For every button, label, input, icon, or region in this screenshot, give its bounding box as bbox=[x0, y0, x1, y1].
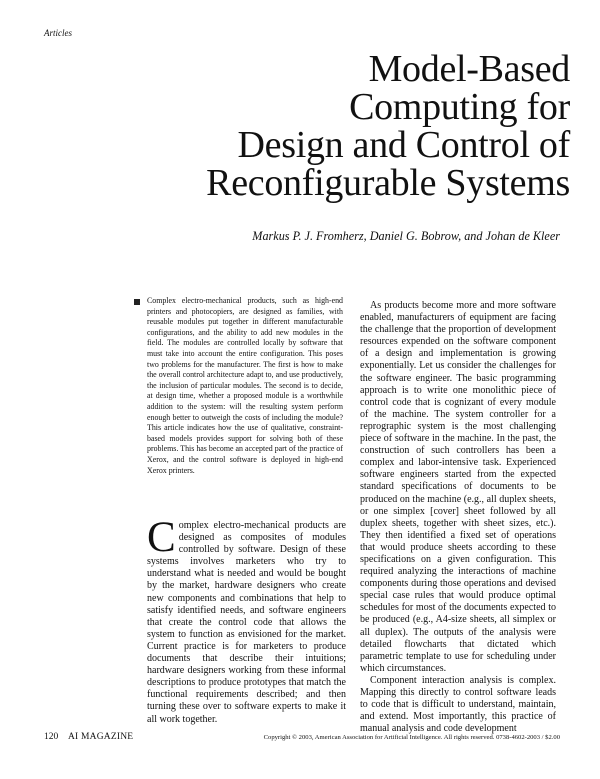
drop-cap: C bbox=[147, 514, 176, 561]
right-column bbox=[360, 300, 556, 735]
abstract-text: Complex electro-mechanical products, such as high-end printers and photocopiers, are designed as families, with reusable modules put together in different manufacturable configurations, and the ability to add new modules in the field. The modules are controlled locally by software that must take into account the entire configuration. This poses two problems for the manufacturer. The first is how to make the overall control architecture adapt to, and use productively, the inclusion of particular modules. The second is to decide, at design time, whether a proposed module is a worthwhile addition to the system: will the resulting system perform enough better to outweigh the costs of including the module? This article indicates how the use of qualitative, constraint-based models provides support for solving both of these problems. This has become an accepted part of the practice of Xerox, and the control software is deployed in high-end Xerox printers. bbox=[147, 296, 343, 475]
body-paragraph: As products become more and more software enabled, manufacturers of equipment are facing the challenge that the proportion of development resources expended on the software component of a design and implementation is growing exponentially. Let us consider the challenges for the software engineer. The basic programming approach is to write one monolithic piece of control code that is cognizant of every module of the machine. The system controller for a reprographic system is the most challenging piece of software in the machine. In the past, the construction of such controllers has been a complex and labor-intensive task. Experienced software engineers started from the expected standard specifications of documents to be produced on the machine (e.g., all duplex sheets, or one simplex [cover] sheet followed by all duplex sheets, together with sheet sizes, etc.). They then identified a fixed set of operations that would produce sheets according to these specifications on a given configuration. This required analyzing the interactions of machine components during those operations and devised special case rules that would produce optimal schedules for most of the documents expected to be produced (e.g., A4-size sheets, all simplex or all duplex). The outputs of the analysis were detailed flowcharts that dictated which parametric template to use for scheduling under which circumstances. bbox=[360, 300, 556, 674]
page-number: 120 bbox=[44, 732, 59, 742]
intro-section bbox=[147, 514, 346, 726]
intro-text: omplex electro-mechanical products are designed as composites of modules controlled by software. Design of these systems involves marketers who try to understand what is needed and would be bought by the market, hardware designers who create new components and combinations that help to satisfy identified needs, and software engineers that create the control code that allows the system to function as envisioned for the market. Current practice is for marketers to produce documents that describe their intuitions; hardware designers working from these informal descriptions to produce prototypes that match the functional requirements described; and then turning these over to software experts to make it all work together. bbox=[147, 520, 346, 725]
copyright-notice: Copyright © 2003, American Association for Artificial Intelligence. All rights reserved. 0738-4602-2003 / $2.00 bbox=[263, 734, 560, 741]
author-list: Markus P. J. Fromherz, Daniel G. Bobrow, and Johan de Kleer bbox=[252, 229, 560, 243]
square-bullet-icon bbox=[134, 299, 140, 305]
abstract bbox=[147, 296, 343, 476]
magazine-name: AI MAGAZINE bbox=[68, 732, 134, 742]
title-line: Model-Based bbox=[368, 48, 570, 90]
body-paragraph: Component interaction analysis is complex. Mapping this directly to control software leads to code that is difficult to understand, maintain, and extend. Most importantly, this practice of manual analysis and code development bbox=[360, 674, 556, 735]
title-line: Design and Control of bbox=[237, 124, 570, 166]
article-title bbox=[130, 50, 570, 202]
section-label: Articles bbox=[44, 28, 72, 38]
title-line: Computing for bbox=[349, 86, 570, 128]
page-footer bbox=[44, 732, 560, 746]
title-line: Reconfigurable Systems bbox=[206, 162, 570, 204]
intro-paragraph bbox=[147, 514, 346, 726]
